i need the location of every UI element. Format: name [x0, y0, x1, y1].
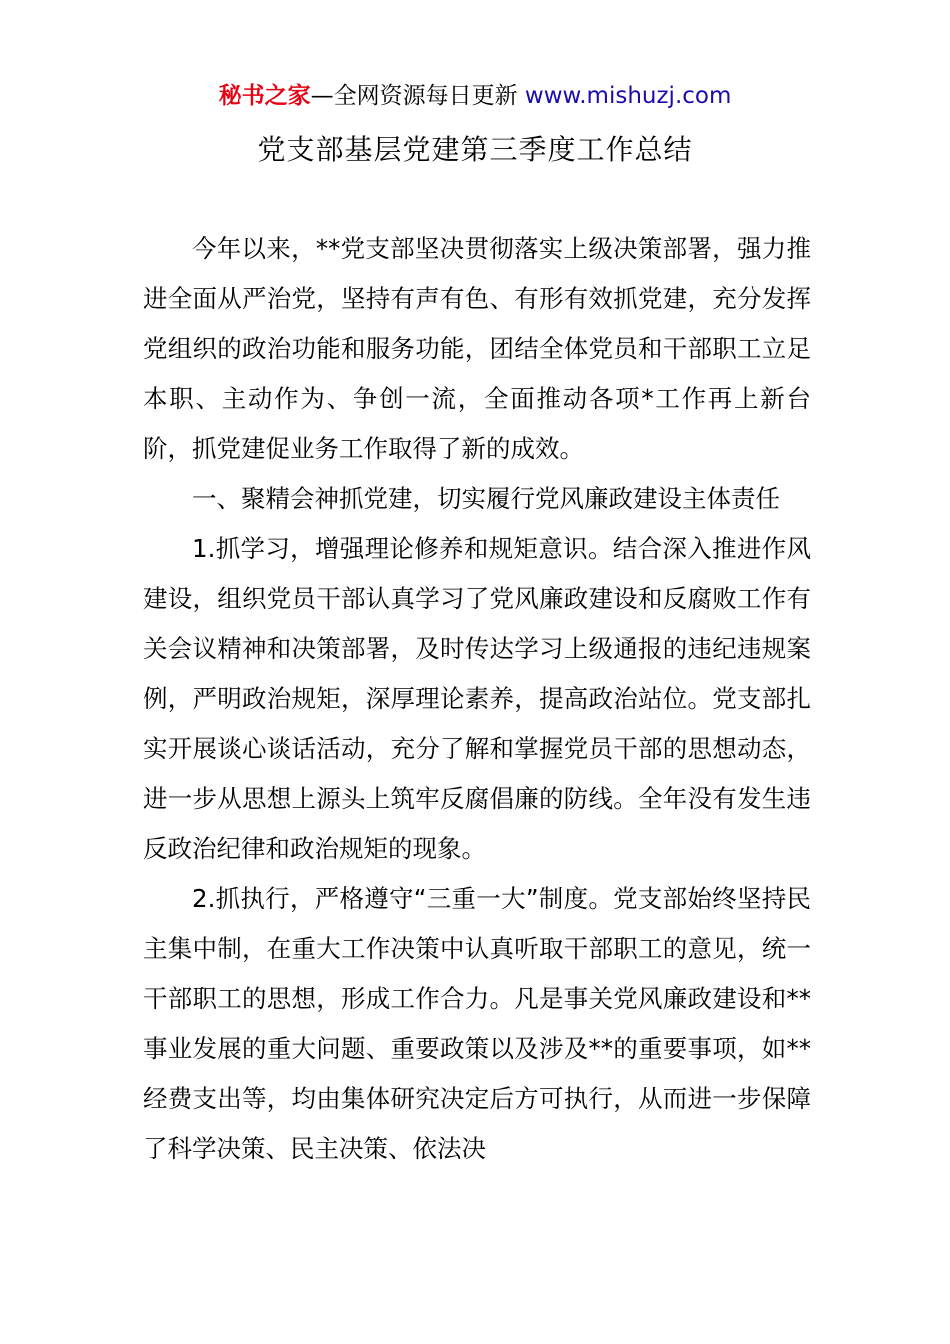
paragraph-execution: 2.抓执行，严格遵守“三重一大”制度。党支部始终坚持民主集中制，在重大工作决策中认真听取干部职工的意见，统一干部职工的思想，形成工作合力。凡是事关党风廉政建设和**事业发展的重大问题、重要政策以及涉及**的重要事项，如**经费支出等，均由集体研究决定后方可执行，从而进一步保障了科学决策、民主决策、依法决	[143, 884, 811, 1163]
site-tagline: —全网资源每日更新	[310, 83, 518, 109]
section-heading: 一、聚精会神抓党建，切实履行党风廉政建设主体责任	[192, 484, 780, 513]
paragraph-study: 1.抓学习，增强理论修养和规矩意识。结合深入推进作风建设，组织党员干部认真学习了党风廉政建设和反腐败工作有关会议精神和决策部署，及时传达学习上级通报的违纪违规案例，严明政治规矩，深厚理论素养，提高政治站位。党支部扎实开展谈心谈话活动，充分了解和掌握党员干部的思想动态，进一步从思想上源头上筑牢反腐倡廉的防线。全年没有发生违反政治纪律和政治规矩的现象。	[143, 534, 811, 863]
intro-paragraph: 今年以来，**党支部坚决贯彻落实上级决策部署，强力推进全面从严治党，坚持有声有色、有形有效抓党建，充分发挥党组织的政治功能和服务功能，团结全体党员和干部职工立足本职、主动作为、争创一流，全面推动各项*工作再上新台阶，抓党建促业务工作取得了新的成效。	[143, 234, 811, 463]
site-url-link[interactable]: www.mishuzj.com	[524, 83, 732, 109]
site-header	[0, 80, 950, 112]
document-body	[143, 224, 811, 1174]
document-title: 党支部基层党建第三季度工作总结	[257, 133, 693, 166]
site-brand: 秘书之家	[218, 83, 311, 109]
